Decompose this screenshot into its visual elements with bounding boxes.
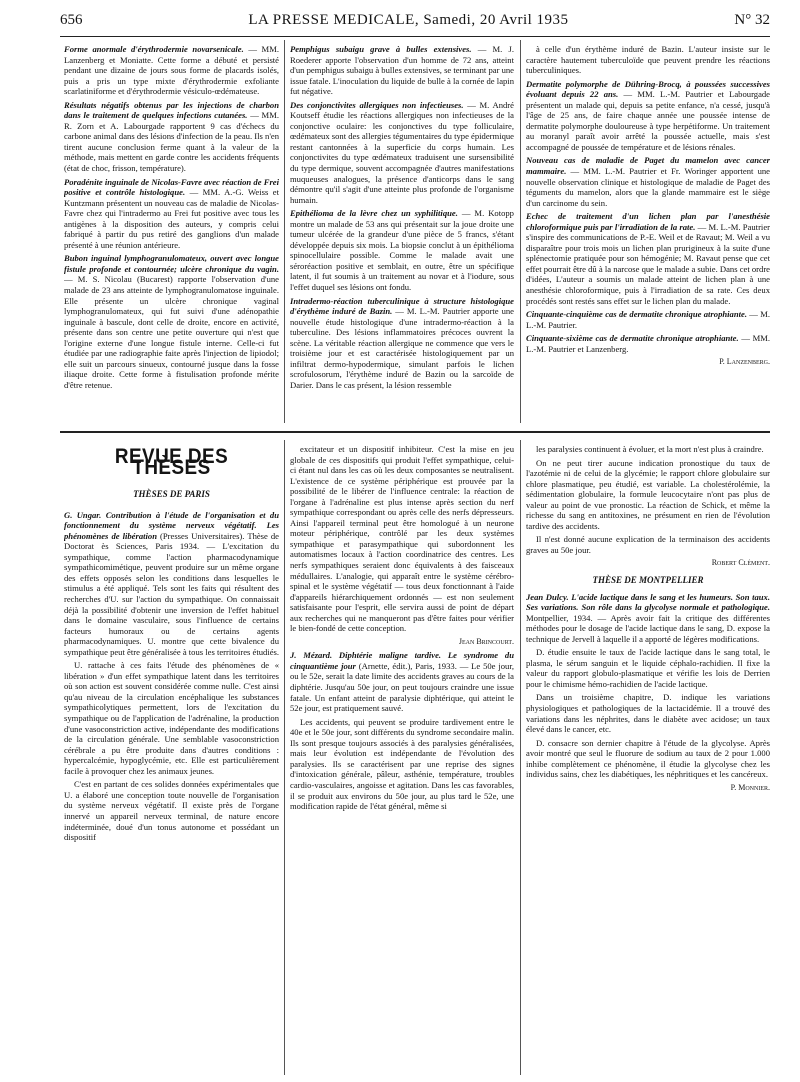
article-paragraph [290, 717, 514, 812]
column-divider [284, 40, 285, 423]
article-title: Intradermo-réaction tuberculinique à structure histologique d'érythème induré de Bazin. [290, 295, 514, 317]
article-text: — M. S. Nicolau (Bucarest) rapporte l'observation d'une malade de 23 ans atteinte de lymphogranulomatose inguinale. Elle présente un ulcère chronique vaginal lymphogranulomateux, qui fut suivi d'une adénopathie inguinale à bascule, dont celle de droite, encore en activité, présente dans son centre une petite ouverture qui n'est que l'origine externe d'une longue fistule interne. Celle-ci fut étudiée par une radiographie faite après l'injection de lipiodol; elle suit un parcours sinueux, contourné jusque dans la fosse iliaque droite. Cette forme à fistulisation profonde mérite d'être retenue. [64, 274, 279, 390]
article-paragraph [64, 660, 279, 776]
article-title: G. Ungar. Contribution à l'étude de l'organisation et du fonctionnement du système nerveux végétatif. Les phénomènes de libération [64, 509, 279, 541]
article-paragraph [290, 296, 514, 391]
article-paragraph [64, 100, 279, 174]
article-paragraph [526, 738, 770, 780]
article-text: à celle d'un érythème induré de Bazin. L'auteur insiste sur le caractère hautement tuberculoïde que peuvent prendre les réactions tuberculiniques. [526, 44, 770, 76]
article-paragraph [526, 458, 770, 532]
article-paragraph [526, 79, 770, 153]
article-title: Epithélioma de la lèvre chez un syphilitique. [290, 208, 458, 219]
article-text: C'est en partant de ces solides données expérimentales que U. a élaboré une conception toute nouvelle de l'organisation du système nerveux végétatif. Il existe près de l'organe innervé un appareil nerveux terminal, de nature encore indéterminée, doué d'un tonus autonome et possédant un dispositif [64, 779, 279, 843]
article-text: les paralysies continuent à évoluer, et la mort n'est plus à craindre. [536, 444, 764, 454]
column-divider [520, 40, 521, 423]
article-title: J. Mézard. Diphtérie maligne tardive. Le syndrome du cinquantième jour [290, 650, 514, 671]
bottom-column-3 [526, 444, 770, 1078]
journal-title: LA PRESSE MEDICALE, Samedi, 20 Avril 1935 [248, 12, 569, 28]
section-title: REVUE DES THÈSES [114, 445, 229, 479]
article-paragraph [526, 211, 770, 306]
page-number: 656 [60, 12, 83, 28]
header-rule [60, 36, 770, 37]
article-paragraph [64, 177, 279, 251]
article-paragraph [290, 444, 514, 634]
article-text: U. rattache à ces faits l'étude des phénomènes de « libération » d'un effet sympathique latent dans les territoires où son action est souvent considérée comme nulle. C'est ainsi qu'au niveau de la circulation encéphalique les substances sympathicolytiques permettent, lors de l'excitation du sympathique ou de l'application de l'adrénaline, la production d'une vasoconstriction active, indépendante des modifications de la circulation générale. Une semblable vasoconstriction cérébrale a pu être produite dans d'autres conditions : hypercalcémie, hypoglycémie, etc. Elle est particulièrement facile à provoquer chez les animaux jeunes. [64, 660, 279, 776]
subsection-title: THÈSE DE MONTPELLIER [592, 575, 704, 586]
article-text: — M. André Koutseff étudie les réactions allergiques non infectieuses de la conjonctive oculaire: les conjonctives du type folliculaire, œdémateux sont des allergies tégumentaires du type épidermique restant cantonnées à la superficie du corps humain. Les conjonctivites du type œdémateux traduisent une sursensibilité du type dermique, souvent accompagnée d'autres manifestations muqueuses analogues, la présence d'anticorps dans le sang démontre qu'il s'agit d'une atteinte plus profonde de l'organisme humain. [290, 99, 514, 205]
article-paragraph [290, 100, 514, 205]
article-title: Résultats négatifs obtenus par les injections de charbon dans le traitement de quelques infections cutanées. [64, 99, 279, 121]
article-text: excitateur et un dispositif inhibiteur. C'est la mise en jeu globale de ces dispositifs qui produit l'effet sympathique, celui-ci étant nul dans les cas où les deux composantes se neutralisent. L'existence de ce système périphérique est prouvée par la possibilité de le libérer de l'influence centrale: la réaction de l'organe à l'adrénaline est plus intense après section du nerf sympathique correspondant ou après celle des nerfs dépresseurs. Ainsi l'appareil terminal peut être homologué à un neurone moteur périphérique, contrôlé par les deux systèmes sympathique et parasympathique qui subordonnent les automatismes locaux à l'action coordinatrice des centres. Les nerfs sympathiques seraient donc équivalents à des faisceaux médullaires. L'analogie, qui apparaît entre le système cérébro-spinal et le système végétatif — tous deux fonctionnant à l'aide d'appareils hiérarchiquement ordonnés — est non seulement satisfaisante pour l'esprit, elle servira aussi de point de départ aux recherches qui ne manqueront pas d'être faites pour vérifier le bien-fondé de cette conception. [290, 444, 514, 634]
signature: Jean Brincourt. [458, 636, 514, 646]
bottom-column-2 [290, 444, 514, 1078]
article-text: D. consacre son dernier chapitre à l'étude de la glycolyse. Après avoir montré que seul le fluorure de sodium au taux de 2 pour 1.000 inhibe complètement ce phénomène, il étudie la glycolyse chez les individus sains, chez les diabétiques, les néphritiques et les cancéreux. [526, 737, 770, 780]
article-text: Les accidents, qui peuvent se produire tardivement entre le 40e et le 50e jour, sont différents du syndrome secondaire malin. Ils sont presque toujours associés à des paralysies généralisées, mais leur évolution est indépendante de l'évolution des paralysies. Ils se caractérisent par une reprise des signes d'intoxication générale, pâleur, asthénie, température, troubles cardio-vasculaires, angoisse et agitation. Dans les cas favorables, il se produit aux environs du 50e jour, au plus tard le 52e, une modification rapide de l'état général, même si [290, 716, 514, 812]
article-text: — M. Kotopp montre un malade de 53 ans qui présentait sur la joue droite une tumeur ulcérée de la grandeur d'une pièce de 5 francs, s'étant développée depuis six mois. La biopsie conclut à un épithélioma spinocellulaire possible. Comme le malade avait une séroréaction positive et semblait, en outre, être un spécifique latent, il fut soumis à un traitement au novar et à l'iodure, sous l'effet duquel ses lésions ont fondu. [290, 208, 514, 293]
article-title: Poradénite inguinale de Nicolas-Favre avec réaction de Frei positive et contrôle histologique. [64, 176, 279, 198]
article-paragraph [64, 510, 279, 658]
article-text: (Presses Universitaires). Thèse de Doctorat ès Sciences, Paris 1934. — L'excitation du sympathique, comme l'action pharmacodynamique sympathicomimétique, peuvent produire sur un même organe des effets opposés selon les conditions dans lesquelles le stimulus a été appliqué. Tels sont les faits qui résultent des recherches d'U. sur l'action du sympathique. On connaissait déjà la possibilité d'obtenir une inversion de l'effet habituel dans le domaine vasculaire, sous l'influence de certains facteurs humoraux ou de certains agents pharmacodynamiques. U. montre que cette bivalence du sympathique peut être généralisée à tous les territoires étudiés. [64, 530, 279, 657]
article-title: Forme anormale d'érythrodermie novarsenicale. [64, 44, 244, 54]
article-title: Pemphigus subaigu grave à bulles extensives. [290, 44, 472, 54]
article-text: — MM. Lanzenberg et Moniatte. Cette forme a débuté et persisté pendant une dizaine de jours sous forme de placards isolés, puis a pris un type mixte d'érythrodermie exfoliante scarlatiniforme et d'érythrodermie vésiculo-œdémateuse. [64, 44, 279, 97]
article-text: — MM. L.-M. Pautrier et Lanzenberg. [526, 333, 770, 354]
top-column-3 [526, 44, 770, 424]
article-paragraph [526, 647, 770, 689]
page-header [60, 12, 770, 32]
article-title: Dermatite polymorphe de Dühring-Brocq, à poussées successives évoluant depuis 22 ans. [526, 78, 770, 100]
article-paragraph [290, 208, 514, 292]
article-text: Montpellier, 1934. — Après avoir fait la critique des différentes méthodes pour le dosage de l'acide lactique dans le sang, D. expose la technique de Jervell à laquelle il a apporté de légères modifications. [526, 612, 770, 644]
signature: Robert Clément. [711, 558, 770, 568]
article-title: Echec de traitement d'un lichen plan par l'anesthésie chloroformique puis par l'irradiation de la rate. [526, 211, 770, 232]
article-text: — MM. L.-M. Pautrier et Labourgade présentent un malade qui, depuis sa petite enfance, n'a cessé, jusqu'à l'âge de 25 ans, de faire chaque année une poussée intense de dermatite polymorphe douloureuse à type herpétiforme. Un traitement au moranyl paraît avoir arrêté la poussée actuelle, mais s'est accompagné de poussée de température et de lésions rénales. [526, 89, 770, 152]
article-title: Bubon inguinal lymphogranulomateux, ouvert avec longue fistule profonde et contournée; ulcère chronique du vagin. [64, 253, 279, 274]
signature: P. Lanzenberg. [719, 357, 770, 367]
article-title: Des conjonctivites allergiques non infectieuses. [290, 99, 464, 110]
article-text: On ne peut tirer aucune indication pronostique du taux de l'azotémie ni de celui de la glycémie; le rapport chlore globulaire sur chlore plasmatique, peu étudié, est variable. La cholestérolémie, la sédimentation globulaire, la formule leucocytaire n'ont pas plus de valeur au point de vue pronostic. La réaction de Schick, et même la richesse du sang en antitoxines, ne présument en rien de l'évolution tardive des accidents. [526, 457, 770, 531]
article-text: — MM. A.-G. Weiss et Kuntzmann présentent un nouveau cas de maladie de Nicolas-Favre chez qui l'intradermo au Frei fut positive avec tous les antigènes à la disposition des auteurs, y compris celui fabriqué à partir du pus retiré des ganglions d'un malade présenté à une réunion antérieure. [64, 187, 279, 250]
article-paragraph [526, 333, 770, 354]
article-paragraph [64, 779, 279, 842]
column-divider [284, 440, 285, 1075]
article-text: — M. L.-M. Pautrier. [526, 309, 770, 330]
article-text: — M. L.-M. Pautrier apporte une nouvelle étude histologique d'une intradermo-réaction à la tuberculine. Des lésions inflammatoires précoces ouvrent la scène. La véritable réaction allergique ne commence que vers le troisième jour et est caractérisée histologiquement par un infiltrat dermo-hypodermique, simulant parfois le lichen scrofulosorum, l'érythème induré de Bazin ou la sarcoïde de Darier. Dans le cas présent, la lésion ressemble [290, 306, 514, 390]
article-text: — MM. L.-M. Pautrier et Fr. Woringer apportent une nouvelle observation clinique et histologique de maladie de Paget des téguments du mamelon, alors que la glande mammaire est le siège d'un carcinome du sein. [526, 166, 770, 208]
article-paragraph [526, 592, 770, 645]
article-title: Cinquante-cinquième cas de dermatite chronique atrophiante. [526, 309, 747, 320]
article-paragraph [526, 155, 770, 208]
article-paragraph [526, 692, 770, 734]
article-text: Il n'est donné aucune explication de la terminaison des accidents graves au 50e jour. [526, 534, 770, 555]
article-paragraph [526, 534, 770, 555]
article-title: Jean Dulcy. L'acide lactique dans le sang et les humeurs. Son taux. Ses variations. Son rôle dans la glycolyse normale et pathologique. [526, 591, 770, 613]
article-text: — M. J. Roederer apporte l'observation d'un homme de 72 ans, atteint d'un pemphigus subaigu à bulles extensives, se terminant par une issue fatale. L'inoculation du liquide de bulle à la cornée de lapin fut négative. [290, 44, 514, 97]
article-paragraph [290, 650, 514, 713]
top-column-2 [290, 44, 514, 424]
article-paragraph [64, 44, 279, 97]
column-divider [520, 440, 521, 1075]
article-paragraph [290, 44, 514, 97]
article-title: Nouveau cas de maladie de Paget du mamelon avec cancer mammaire. [526, 155, 770, 177]
subsection-title: THÈSES DE PARIS [133, 489, 210, 500]
top-column-1 [64, 44, 279, 424]
section-rule [60, 431, 770, 433]
article-title: Cinquante-sixième cas de dermatite chronique atrophiante. [526, 333, 739, 344]
article-text: (Arnette, édit.), Paris, 1933. — Le 50e jour, ou le 52e, serait la date limite des accidents graves au cours de la diphtérie. Jusqu'au 50e jour, on peut toujours craindre une issue fatale. Un enfant atteint de paralysie diphtérique, qui atteint le 52e jour, est pratiquement sauvé. [290, 660, 514, 714]
article-paragraph [526, 309, 770, 330]
article-text: D. étudie ensuite le taux de l'acide lactique dans le sang total, le plasma, le sérum sanguin et le liquide céphalo-rachidien. Il fixe la valeur du rapport globulo-plasmatique et vérifie les lois de Derrien pour le chimisme hémo-rachidien de l'acide lactique. [526, 647, 770, 689]
article-paragraph [526, 444, 770, 455]
article-text: — MM. R. Zorn et A. Labourgade rapportent 9 cas d'échecs du carbone animal dans des lésions d'infection de la peau. Ils n'en tirent aucune conclusion ferme quant à la valeur de la méthode, mais mettent en garde contre les accidents fréquents (état de choc, frisson, température). [64, 110, 279, 174]
article-text: Dans un troisième chapitre, D. indique les variations physiologiques et pathologiques de la lactacidémie. Il a trouvé des variations dans les néphrites, dans le diabète avec acidose; un taux élevé dans le cancer, etc. [526, 692, 770, 735]
signature: P. Monnier. [730, 782, 770, 792]
issue-number: N° 32 [734, 12, 770, 28]
bottom-column-1 [64, 442, 279, 1078]
article-text: — M. L.-M. Pautrier s'inspire des communications de P.-E. Weil et de Ravaut; M. Weil a vu disparaître pour trois mois un lichen plan prurigineux à la suite d'une splénectomie pratiquée pour son hémogénie; M. Ravaut pense que cet effet pourrait être dû à la narcose que le malade a subie. Dans cet ordre d'idées, L'auteur a soumis un malade atteint de lichen plan à une anesthésie chloroformique, puis à l'irradiation de sa rate. Ces deux procédés sont restés sans effet sur le lichen plan du malade. [526, 221, 770, 306]
article-paragraph [64, 253, 279, 390]
article-paragraph [526, 44, 770, 76]
